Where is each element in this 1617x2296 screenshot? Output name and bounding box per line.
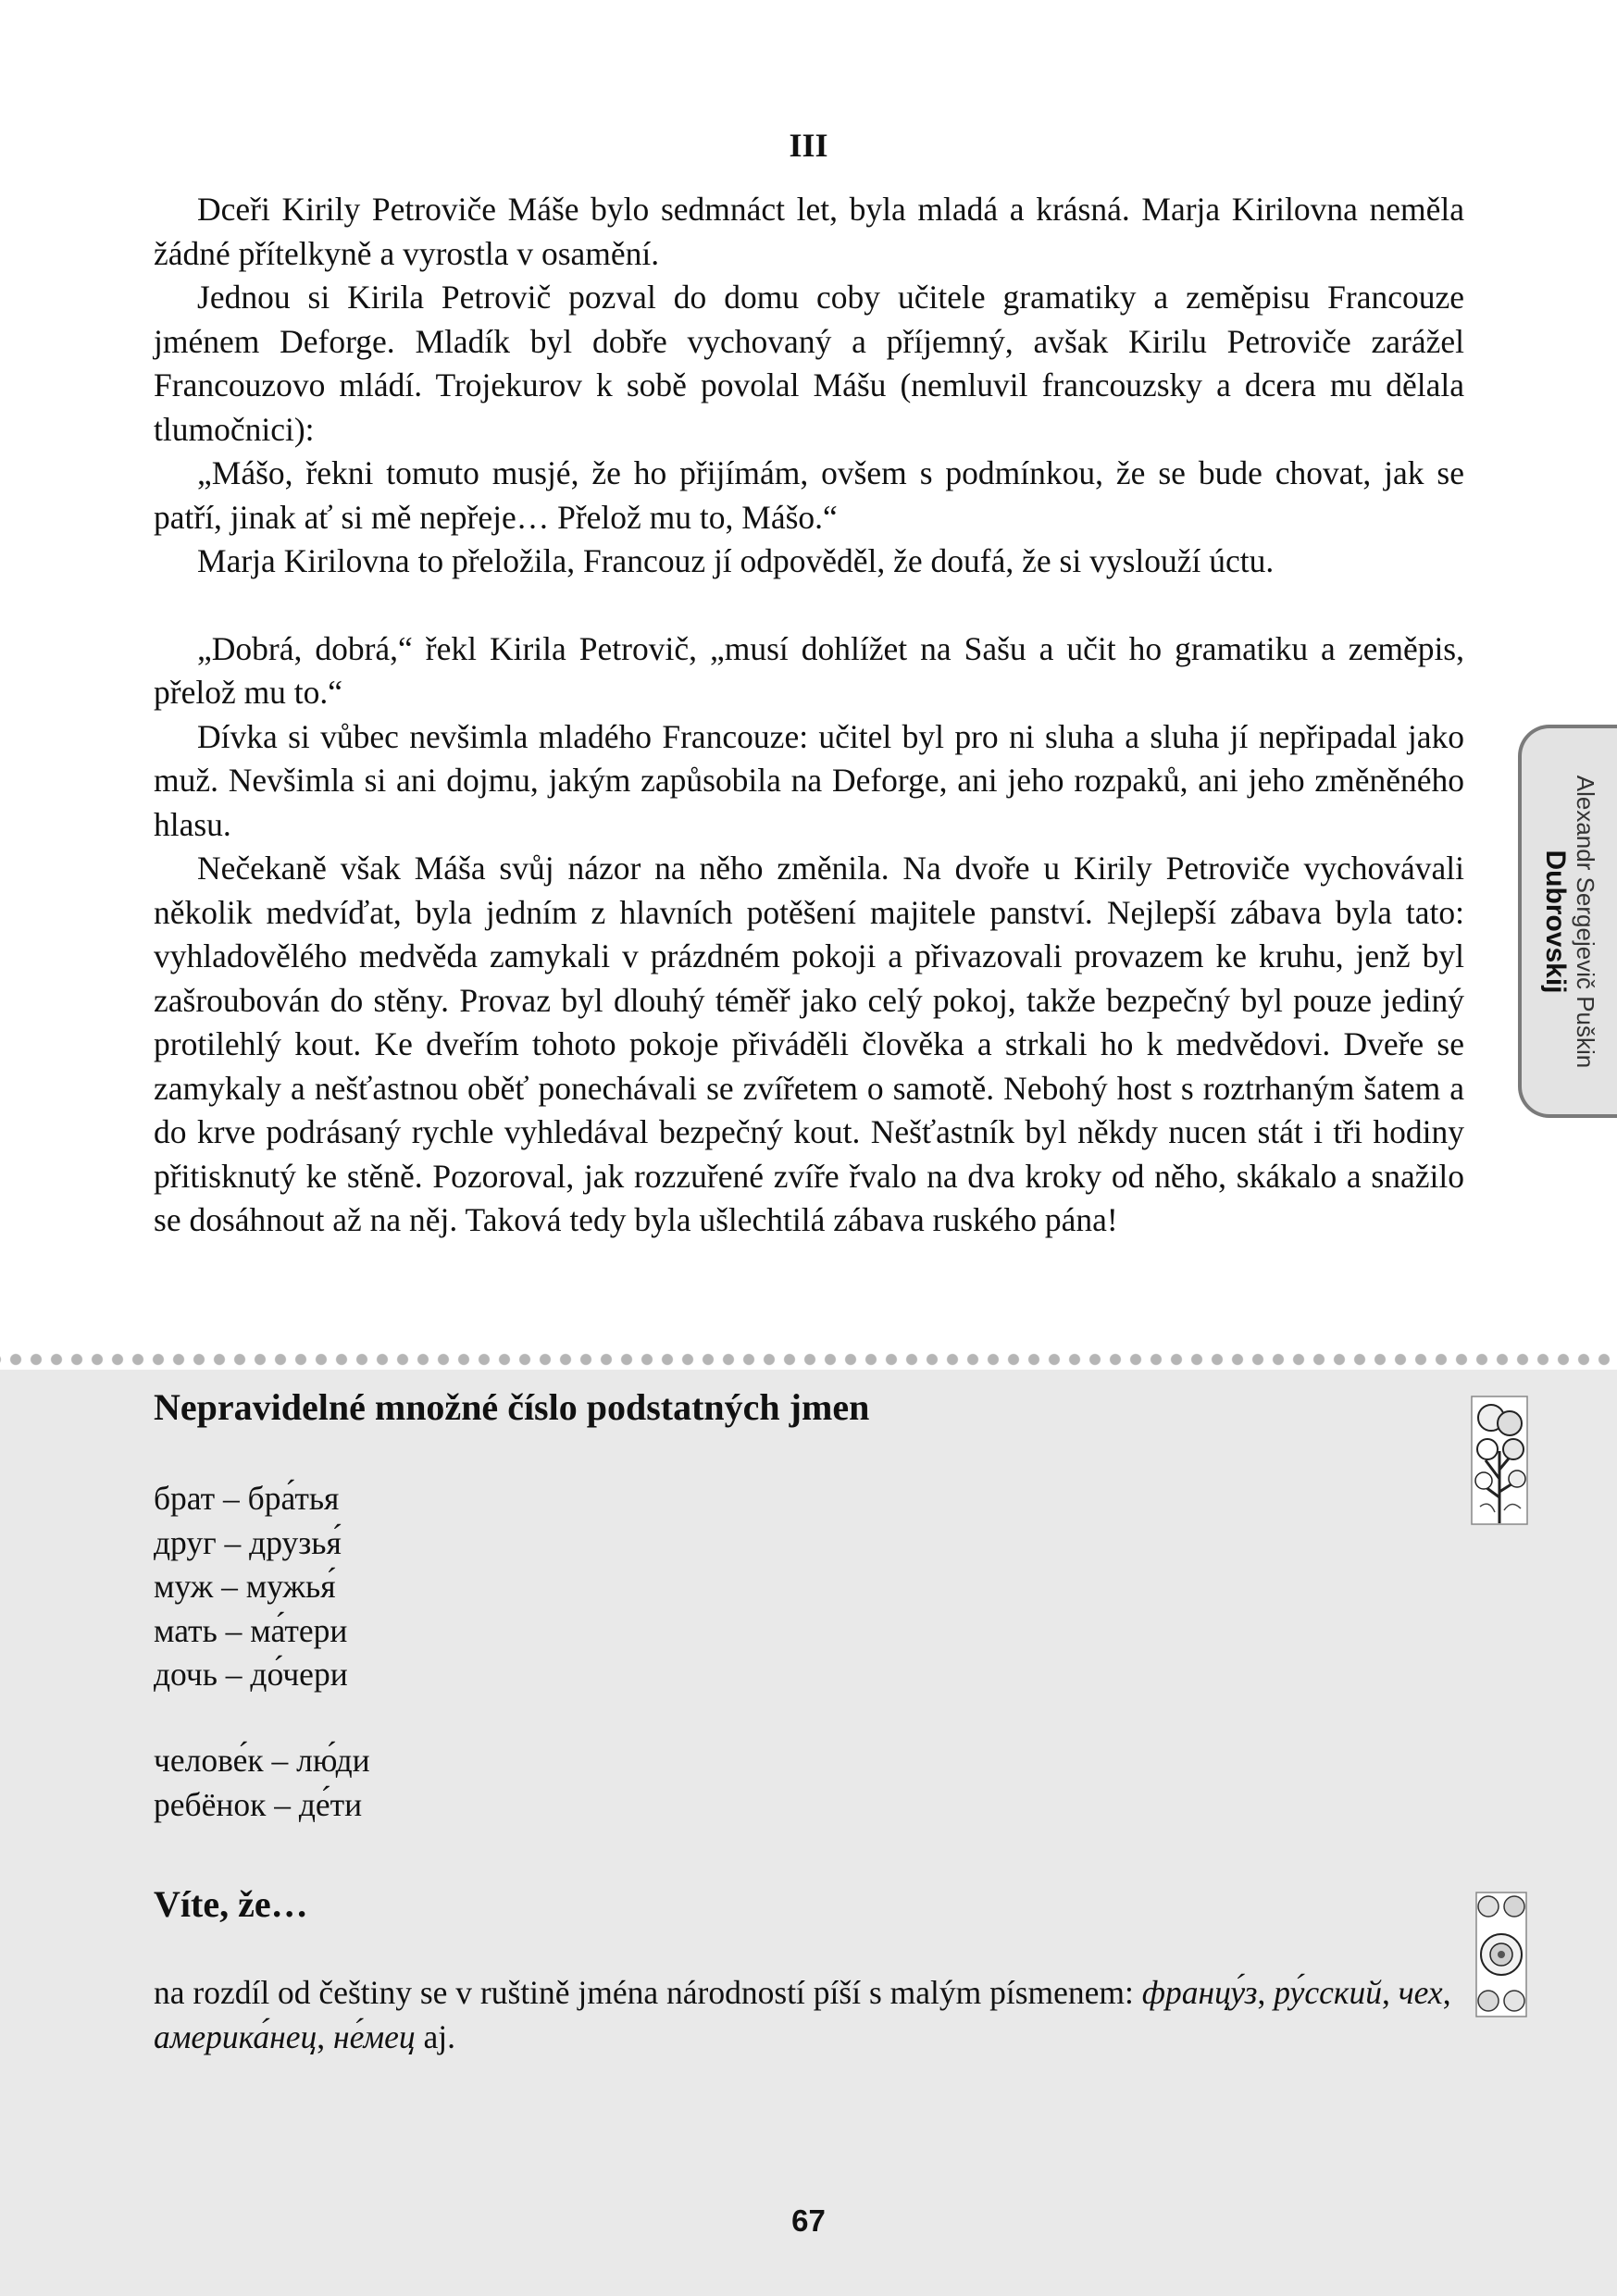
separator: ,: [1442, 1974, 1451, 2011]
separator: ,: [1257, 1974, 1275, 2011]
list-item: друг – друзья́: [154, 1523, 342, 1561]
nationality-example: америка́нец: [154, 2018, 317, 2055]
story-paragraph: Dívka si vůbec nevšimla mladého Francouze: učitel byl pro ni sluha a sluha jí nepřipadal jako muž. Nevšimla si ani dojmu, jakým zapůsobila na Deforge, ani jeho rozpaků, ani jeho změněného hlasu.: [154, 717, 1464, 843]
fact-intro: na rozdíl od češtiny se v ruštině jména národností píší s malým písmenem:: [154, 1974, 1142, 2011]
story-paragraph: Marja Kirilovna to přeložila, Francouz jí odpověděl, že doufá, že si vyslouží úctu.: [197, 542, 1275, 579]
grammar-box-title: Nepravidelné množné číslo podstatných jmen: [154, 1386, 870, 1428]
separator: ,: [1381, 1974, 1399, 2011]
nationality-example: францу́з: [1141, 1974, 1258, 2011]
side-tab-author: Alexandr Sergejevič Puškin: [1571, 775, 1599, 1068]
nationality-example: чех: [1398, 1974, 1443, 2011]
nationality-example: ру́сский: [1274, 1974, 1382, 2011]
fact-box-title: Víte, že…: [154, 1883, 308, 1925]
fact-ending: aj.: [415, 2018, 456, 2055]
list-item: ребёнок – де́ти: [154, 1785, 363, 1823]
list-item: дочь – до́чери: [154, 1656, 348, 1693]
story-paragraph: „Dobrá, dobrá,“ řekl Kirila Petrovič, „musí dohlížet na Sašu a učit ho gramatiku a zeměpis, přelož mu to.“: [154, 629, 1464, 711]
book-side-tab: [1518, 725, 1617, 1118]
dotted-divider: [0, 1353, 1617, 1366]
story-paragraph: Dceři Kirily Petroviče Máše bylo sedmnáct let, byla mladá a krásná. Marja Kirilovna neměla žádné přítelkyně a vyrostla v osamění.: [154, 191, 1464, 272]
story-paragraph: „Mášo, řekni tomuto musjé, že ho přijímám, ovšem s podmínkou, že se bude chovat, jak se patří, jinak ať si mě nepřeje… Přelož mu to, Mášo.“: [154, 454, 1464, 536]
flower-illustration-icon: [1475, 1892, 1527, 2017]
story-paragraph: Nečekaně však Máša svůj názor na něho změnila. Na dvoře u Kirily Petroviče vychovávali několik medvíďat, byla jedním z hlavních potěšení majitele panství. Nejlepší zábava byla tato: vyhladovělého medvěda zamykali v prázdném pokoji a přivazovali provazem ke kruhu, jenž byl zašroubován do stěny. Provaz byl dlouhý téměř jako celý pokoj, takže bezpečný byl pouze jediný protilehlý kout. Ke dveřím tohoto pokoje přiváděli člověka a strkali ho k medvědovi. Dveře se zamykaly a nešťastnou oběť ponechávali se zvířetem o samotě. Nebohý host s roztrhaným šatem a do krve podrásaný rychle vyhledával bezpečný kout. Nešťastník byl někdy nucen stát i tři hodiny přitisknutý ke stěně. Pozoroval, jak rozzuřené zvíře řvalo na dva kroky od něho, skákalo a snažilo se dosáhnout až na něj. Taková tedy byla ušlechtilá zábava ruského pána!: [154, 850, 1464, 1238]
story-paragraph: Jednou si Kirila Petrovič pozval do domu coby učitele gramatiky a zeměpisu Francouze jménem Deforge. Mladík byl dobře vychovaný a příjemný, avšak Kirilu Petroviče zarážel Francouzovo mládí. Trojekurov k sobě povolal Mášu (nemluvil francouzsky a dcera mu dělala tlumočnici):: [154, 279, 1464, 448]
page-number: 67: [791, 2203, 826, 2238]
list-item: муж – мужья́: [154, 1568, 336, 1605]
story-text: [154, 188, 1464, 1243]
side-tab-label: [1539, 775, 1600, 1068]
list-item: брат – бра́тья: [154, 1480, 340, 1517]
side-tab-title: Dubrovskij: [1539, 849, 1571, 994]
list-item: челове́к – лю́ди: [154, 1742, 370, 1779]
word-list: [154, 1739, 370, 1827]
chapter-heading: III: [789, 127, 828, 164]
fact-text: [154, 1970, 1464, 2059]
nationality-example: не́мец: [333, 2018, 416, 2055]
word-list: [154, 1477, 348, 1697]
list-item: мать – ма́тери: [154, 1611, 348, 1649]
tree-illustration-icon: [1471, 1396, 1528, 1525]
separator: ,: [317, 2018, 334, 2055]
